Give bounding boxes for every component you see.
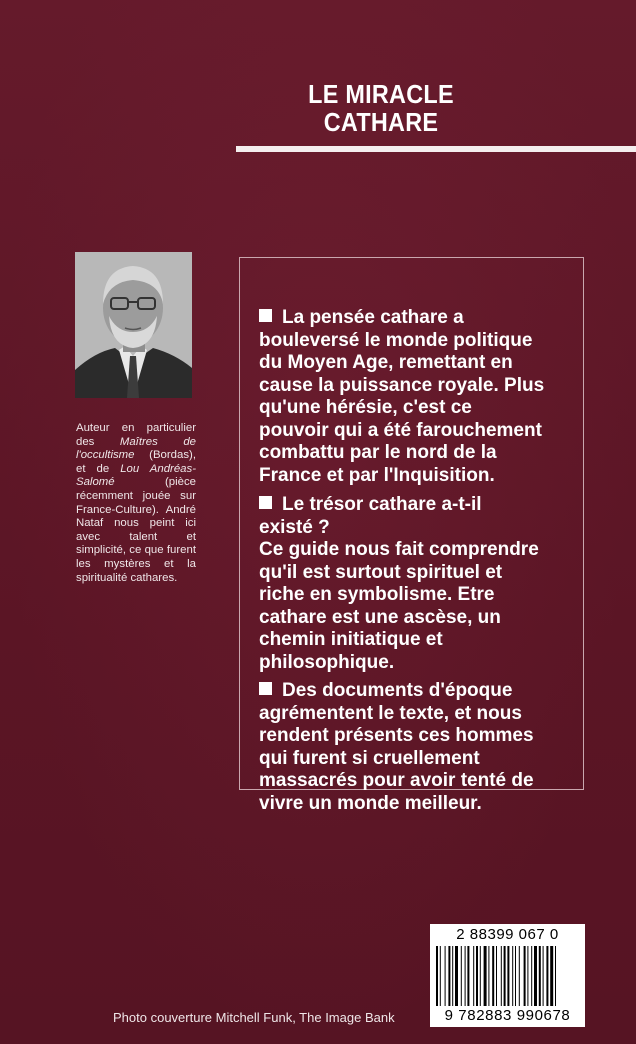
book-title xyxy=(251,80,512,136)
paragraph-line: riche en symbolisme. Etre xyxy=(259,584,495,605)
paragraph-line: combattu par le nord de la xyxy=(259,442,497,463)
square-bullet-icon xyxy=(259,682,272,695)
paragraph-line: pouvoir qui a été farouchement xyxy=(259,419,542,441)
paragraph-line: Ce guide nous fait comprendre xyxy=(259,539,539,560)
paragraph-line: rendent présents ces hommes xyxy=(259,725,534,746)
square-bullet-icon xyxy=(259,496,272,509)
paragraph-line: bouleversé le monde politique xyxy=(259,329,533,351)
paragraph-line: Le trésor cathare a-t-il xyxy=(259,494,579,517)
summary-paragraph-2 xyxy=(259,494,579,674)
title-underline xyxy=(236,146,636,152)
ean-number: 9 782883 990678 xyxy=(444,1007,571,1024)
bio-text-1: Auteur en particulier des xyxy=(76,422,196,448)
paragraph-line: philosophique. xyxy=(259,651,395,673)
paragraph-line: cause la puissance royale. Plus xyxy=(259,374,545,396)
paragraph-line: cathare est une ascèse, un xyxy=(259,606,501,628)
summary-paragraph-1 xyxy=(259,307,579,487)
isbn-number: 2 88399 067 0 xyxy=(456,926,559,943)
paragraph-line: existé ? xyxy=(259,516,330,538)
title-line-1: LE MIRACLE xyxy=(308,79,454,109)
bio-text-3: (pièce récemment jouée sur France-Culture). André Nataf nous peint ici avec talent et simplicité, ce que furent les mystères et la spiritualité cathares. xyxy=(76,476,196,584)
paragraph-line: massacrés pour avoir tenté de xyxy=(259,770,534,791)
title-line-2: CATHARE xyxy=(323,107,439,137)
bio-title-1: Maîtres de l'occultisme xyxy=(76,435,196,462)
paragraph-line: France et par l'Inquisition. xyxy=(259,464,495,486)
photo-credit: Photo couverture Mitchell Funk, The Image Bank xyxy=(113,1010,395,1025)
paragraph-line: qu'une hérésie, c'est ce xyxy=(259,397,472,418)
paragraph-line: chemin initiatique et xyxy=(259,629,443,650)
author-bio xyxy=(76,422,196,585)
paragraph-line: La pensée cathare a xyxy=(259,307,579,330)
paragraph-line: du Moyen Age, remettant en xyxy=(259,352,513,373)
paragraph-line: vivre un monde meilleur. xyxy=(259,792,482,814)
square-bullet-icon xyxy=(259,309,272,322)
paragraph-line: qui furent si cruellement xyxy=(259,747,480,769)
paragraph-line: qu'il est surtout spirituel et xyxy=(259,561,503,583)
author-portrait-icon xyxy=(75,252,192,398)
isbn-barcode xyxy=(430,924,585,1027)
paragraph-line: agrémentent le texte, et nous xyxy=(259,702,522,724)
bio-title-2: Lou Andréas-Salomé xyxy=(76,462,196,489)
author-photo xyxy=(75,252,192,398)
bio-text-2: (Bordas), et de xyxy=(76,449,196,475)
barcode-icon xyxy=(436,946,579,1006)
summary-paragraph-3 xyxy=(259,680,579,815)
paragraph-line: Des documents d'époque xyxy=(259,680,579,703)
